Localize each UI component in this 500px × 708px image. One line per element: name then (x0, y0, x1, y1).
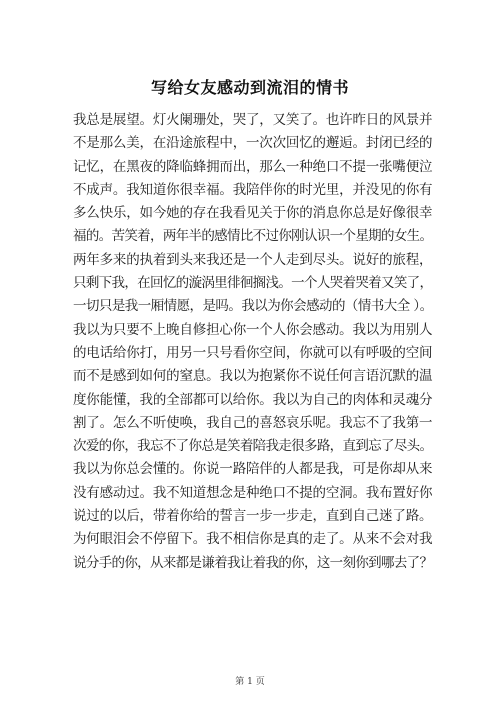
body-line: 割了。怎么不听使唤，我自己的喜怒哀乐呢。我忘不了我第一 (73, 414, 433, 431)
body-line: 为何眼泪会不停留下。我不相信你是真的走了。从来不会对我 (73, 531, 433, 548)
document-title: 写给女友感动到流泪的情书 (150, 78, 349, 97)
document-body (73, 109, 433, 575)
page-number: 第 1 页 (235, 677, 265, 687)
body-line: 我以为你总会懂的。你说一路陪伴的人都是我，可是你却从来 (73, 461, 433, 478)
body-line: 而不是感到如何的窒息。我以为抱紧你不说任何言语沉默的温 (73, 368, 433, 385)
body-line: 度你能懂，我的全部都可以给你。我以为自己的肉体和灵魂分 (73, 391, 433, 408)
body-line: 我以为只要不上晚自修担心你一个人你会感动。我以为用别人 (73, 321, 433, 338)
body-line: 说分手的你，从来都是谦着我让着我的你，这一刻你到哪去了？ (73, 554, 433, 571)
body-line: 不是那么美，在沿途旅程中，一次次回忆的邂逅。封闭已经的 (73, 135, 433, 152)
body-line: 次爱的你，我忘不了你总是笑着陪我走很多路，直到忘了尽头。 (73, 438, 433, 455)
body-line: 我总是展望。灯火阑珊处，哭了，又笑了。也许昨日的风景并 (73, 112, 433, 128)
body-line: 说过的以后，带着你给的誓言一步一步走，直到自己迷了路。 (73, 508, 433, 525)
body-line: 的电话给你打，用另一只号看你空间，你就可以有呼吸的空间 (73, 344, 433, 361)
body-line: 福的。苦笑着，两年半的感情比不过你刚认识一个星期的女生。 (73, 228, 433, 245)
body-line: 一切只是我一厢情愿，是吗。我以为你会感动的（情书大全 ）。 (73, 298, 433, 315)
body-line: 没有感动过。我不知道想念是种绝口不提的空洞。我布置好你 (73, 484, 433, 501)
body-line: 不成声。我知道你很幸福。我陪伴你的时光里，并没见的你有 (73, 181, 433, 198)
body-line: 记忆，在黑夜的降临蜂拥而出，那么一种绝口不提一张嘴便泣 (73, 158, 433, 175)
body-line: 只剩下我，在回忆的漩涡里徘徊搁浅。一个人哭着哭着又笑了， (73, 275, 433, 292)
body-line: 两年多来的执着到头来我还是一个人走到尽头。说好的旅程， (73, 251, 433, 268)
body-line: 多么快乐，如今她的存在我看见关于你的消息你总是好像很幸 (73, 205, 433, 222)
